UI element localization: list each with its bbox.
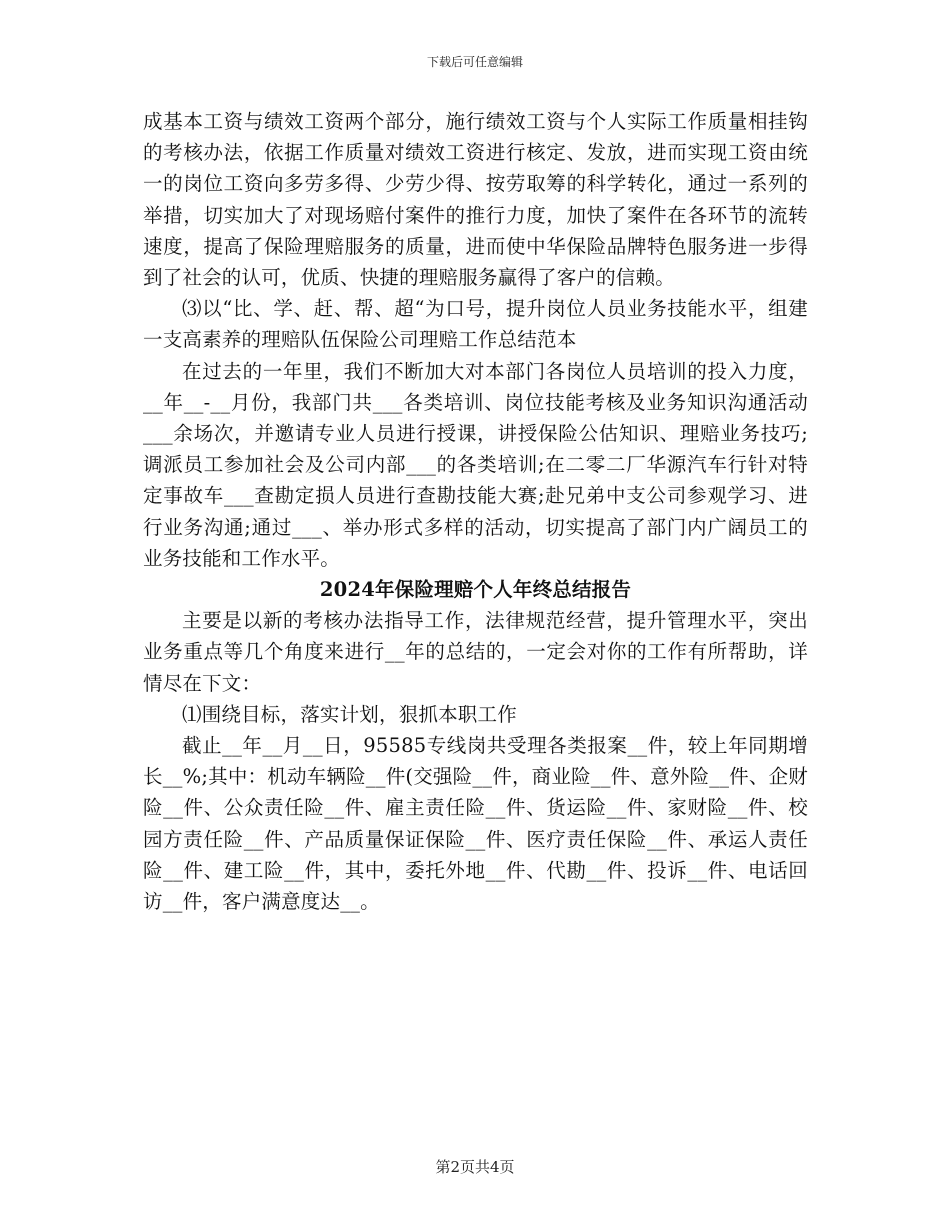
page-footer: 第2页共4页 — [435, 1158, 515, 1176]
paragraph-subheading: ⑴围绕目标，落实计划，狠抓本职工作 — [182, 702, 517, 726]
paragraph-slogan: ⑶以“比、学、赶、帮、超“为口号，提升岗位人员业务技能水平，组建一支高素养的理赔队伍保险公司理赔工作总结范本 — [143, 297, 808, 352]
document-body — [143, 106, 808, 917]
paragraph-training: 在过去的一年里，我们不断加大对本部门各岗位人员培训的投入力度，__年__-__月份，我部门共___各类培训、岗位技能考核及业务知识沟通活动___余场次，并邀请专业人员进行授课，讲授保险公估知识、理赔业务技巧;调派员工参加社会及公司内部___的各类培训;在二零二厂华源汽车行针对特定事故车___查勘定损人员进行查勘技能大赛;赴兄弟中支公司参观学习、进行业务沟通;通过___、举办形式多样的活动，切实提高了部门内广阔员工的业务技能和工作水平。 — [143, 359, 808, 570]
paragraph-intro: 主要是以新的考核办法指导工作，法律规范经营，提升管理水平，突出业务重点等几个角度来进行__年的总结的，一定会对你的工作有所帮助，详情尽在下文： — [143, 609, 808, 695]
paragraph-statistics: 截止__年__月__日，95585专线岗共受理各类报案__件，较上年同期增长__%;其中：机动车辆险__件(交强险__件，商业险__件、意外险__件、企财险__件、公众责任险__件、雇主责任险__件、货运险__件、家财险__件、校园方责任险__件、产品质量保证保险__件、医疗责任保险__件、承运人责任险__件、建工险__件，其中，委托外地__件、代勘__件、投诉__件、电话回访__件，客户满意度达__。 — [143, 734, 808, 914]
section-title: 2024年保险理赔个人年终总结报告 — [319, 578, 632, 602]
paragraph-salary-reform: 成基本工资与绩效工资两个部分，施行绩效工资与个人实际工作质量相挂钩的考核办法，依据工作质量对绩效工资进行核定、发放，进而实现工资由统一的岗位工资向多劳多得、少劳少得、按劳取筹的科学转化，通过一系列的举措，切实加大了对现场赔付案件的推行力度，加快了案件在各环节的流转速度，提高了保险理赔服务的质量，进而使中华保险品牌特色服务进一步得到了社会的认可，优质、快捷的理赔服务赢得了客户的信赖。 — [143, 110, 808, 290]
page-header: 下载后可任意编辑 — [426, 55, 523, 69]
